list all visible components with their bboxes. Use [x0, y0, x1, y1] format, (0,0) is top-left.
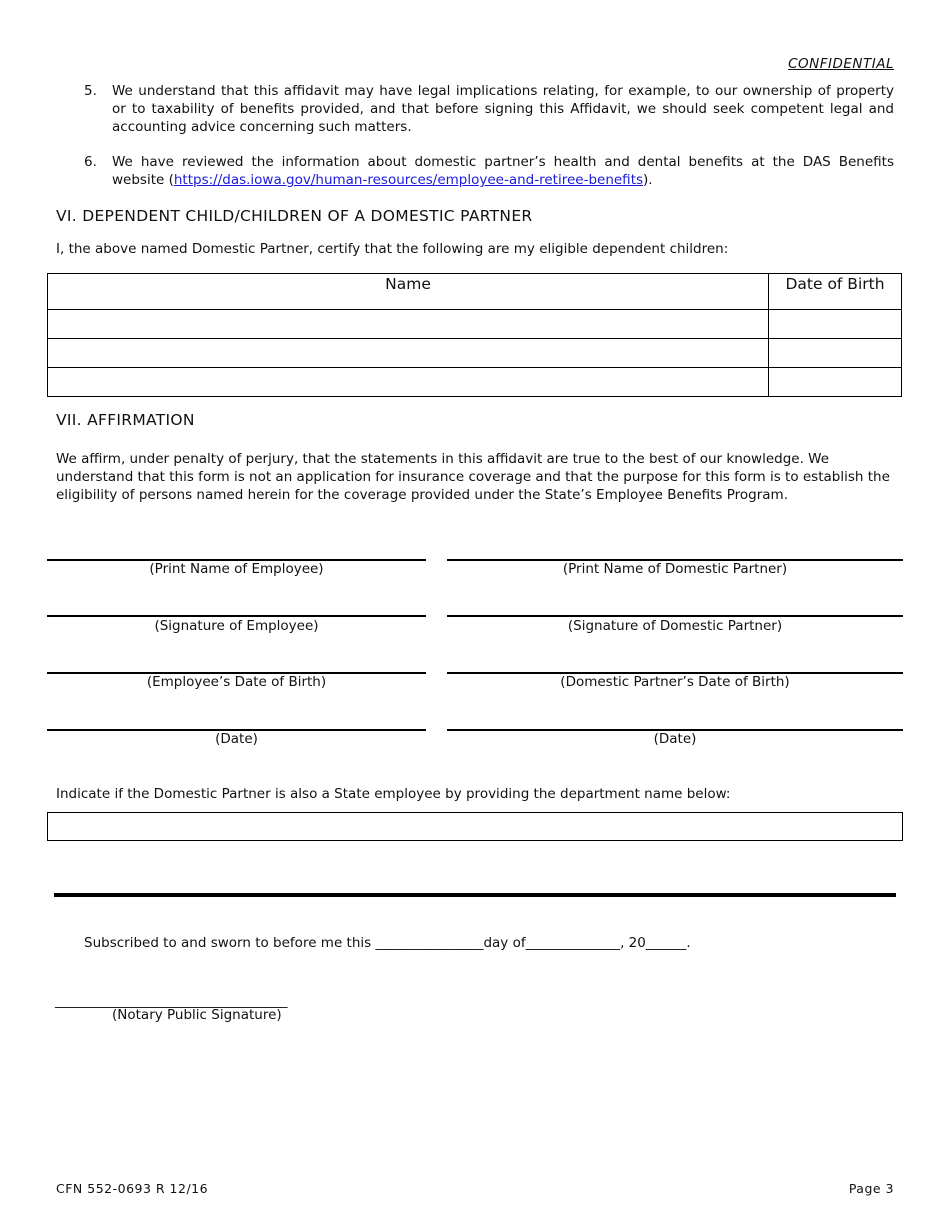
partner-dob-label: (Domestic Partner’s Date of Birth) — [560, 674, 790, 690]
list-item — [84, 153, 894, 189]
child-dob-cell[interactable] — [769, 310, 902, 339]
employee-date-label: (Date) — [215, 731, 258, 747]
section-divider — [54, 893, 896, 897]
column-header-name: Name — [48, 274, 769, 310]
department-name-field[interactable] — [47, 812, 903, 841]
employee-signature-line[interactable] — [47, 615, 426, 617]
list-item-number: 5. — [84, 83, 97, 99]
department-prompt: Indicate if the Domestic Partner is also a State employee by providing the department name below: — [56, 786, 731, 802]
dependents-table — [47, 273, 902, 397]
notary-sworn-statement: Subscribed to and sworn to before me this ________________day of______________, 20______. — [84, 935, 691, 951]
child-dob-cell[interactable] — [769, 368, 902, 397]
benefits-website-link[interactable]: https://das.iowa.gov/human-resources/employee-and-retiree-benefits — [173, 172, 644, 188]
table-row — [48, 368, 902, 397]
child-name-cell[interactable] — [48, 368, 769, 397]
child-name-cell[interactable] — [48, 310, 769, 339]
confidential-label: CONFIDENTIAL — [788, 56, 894, 72]
list-item — [84, 82, 894, 136]
notary-signature-line[interactable]: ____________________________________ — [55, 993, 288, 1009]
employee-signature-label: (Signature of Employee) — [154, 618, 319, 634]
section-title-dependents: VI. DEPENDENT CHILD/CHILDREN OF A DOMESTIC PARTNER — [56, 207, 533, 225]
partner-signature-line[interactable] — [447, 615, 903, 617]
employee-dob-label: (Employee’s Date of Birth) — [146, 674, 327, 690]
notary-signature-label: (Notary Public Signature) — [112, 1007, 282, 1023]
table-row — [48, 310, 902, 339]
list-item-text-before: We have reviewed the information about domestic partner’s health and dental benefits at the DAS Benefits website ( — [112, 154, 894, 188]
page-number: Page 3 — [848, 1181, 894, 1196]
table-row — [48, 339, 902, 368]
employee-print-name-label: (Print Name of Employee) — [149, 561, 324, 577]
column-header-dob: Date of Birth — [769, 274, 902, 310]
partner-signature-label: (Signature of Domestic Partner) — [567, 618, 783, 634]
section-title-affirmation: VII. AFFIRMATION — [56, 411, 195, 429]
affirmation-text: We affirm, under penalty of perjury, that the statements in this affidavit are true to the best of our knowledge. We understand that this form is not an application for insurance coverage and that the purpose for this form is to establish the eligibility of persons named herein for the coverage provided under the State’s Employee Benefits Program. — [56, 451, 890, 503]
child-dob-cell[interactable] — [769, 339, 902, 368]
list-item-number: 6. — [84, 154, 97, 170]
child-name-cell[interactable] — [48, 339, 769, 368]
list-item-text — [112, 153, 894, 189]
partner-print-name-label: (Print Name of Domestic Partner) — [562, 561, 788, 577]
form-number: CFN 552-0693 R 12/16 — [56, 1181, 209, 1196]
table-header-row — [48, 274, 902, 310]
list-item-text-after: ). — [643, 172, 653, 188]
list-item-text: We understand that this affidavit may have legal implications relating, for example, to our ownership of property or to taxability of benefits provided, and that before signing this Affidavit, we should seek competent legal and accounting advice concerning such matters. — [112, 83, 894, 135]
dependents-intro: I, the above named Domestic Partner, certify that the following are my eligible dependent children: — [56, 241, 729, 257]
partner-date-label: (Date) — [653, 731, 697, 747]
